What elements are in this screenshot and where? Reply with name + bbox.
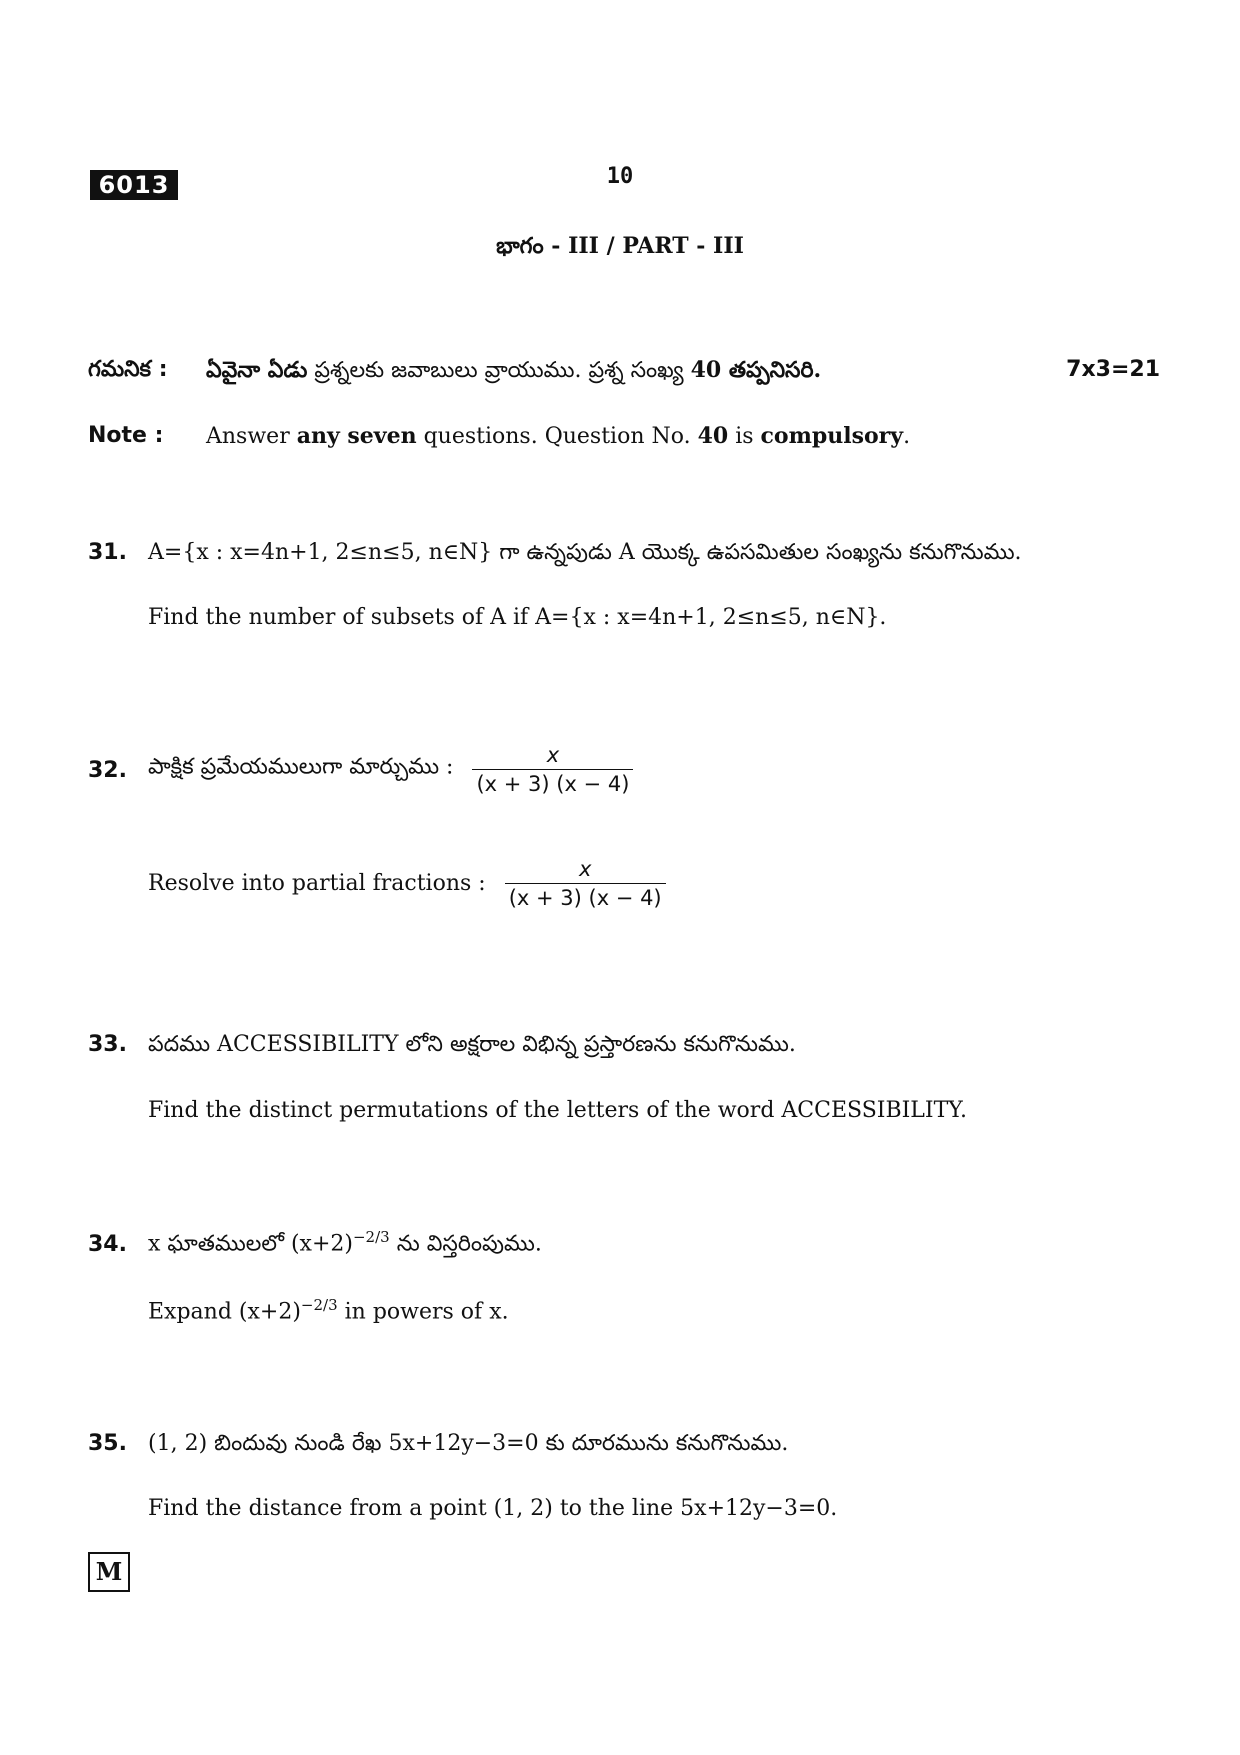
question-34-english — [148, 1296, 509, 1324]
note-telugu-qno: 40 — [690, 357, 722, 383]
question-number-32: 32. — [88, 758, 127, 783]
question-32-telugu: పాక్షిక ప్రమేయములుగా మార్చుము : — [148, 754, 454, 780]
question-34-telugu — [148, 1228, 542, 1261]
question-35-telugu: (1, 2) బిందువు నుండి రేఖ 5x+12y−3=0 కు దూరమును కనుగొనుము. — [148, 1431, 789, 1456]
note-en-text-1: Answer — [206, 424, 297, 449]
fraction-numerator: x — [546, 743, 560, 767]
question-number-34: 34. — [88, 1232, 127, 1257]
q34-english-exponent: −2/3 — [300, 1296, 338, 1314]
question-31-telugu: A={x : x=4n+1, 2≤n≤5, n∈N} గా ఉన్నపుడు A యొక్క ఉపసమితుల సంఖ్యను కనుగొనుము. — [148, 540, 1022, 565]
note-telugu-bold-1: ఏవైనా ఏడు — [206, 357, 308, 383]
question-32-english-line — [148, 857, 666, 910]
note-label-telugu: గమనిక : — [88, 357, 168, 382]
note-text-telugu — [206, 357, 821, 388]
marks-scheme: 7x3=21 — [1066, 357, 1160, 382]
note-text-english — [206, 423, 910, 449]
paper-code-badge: 6013 — [90, 170, 178, 200]
note-en-text-2: questions. Question No. — [416, 424, 698, 449]
note-en-bold-2: 40 — [697, 423, 729, 449]
note-telugu-compulsory: తప్పనిసరి. — [721, 357, 822, 383]
q34-english-post: in powers of x. — [337, 1299, 509, 1325]
question-33-english: Find the distinct permutations of the letters of the word ACCESSIBILITY. — [148, 1098, 967, 1123]
question-31-english: Find the number of subsets of A if A={x : x=4n+1, 2≤n≤5, n∈N}. — [148, 605, 887, 630]
note-en-bold-1: any seven — [296, 423, 417, 449]
fraction-numerator: x — [578, 857, 592, 881]
question-32-telugu-line — [148, 743, 633, 796]
page-number: 10 — [606, 164, 634, 189]
note-en-bold-3: compulsory — [760, 423, 904, 449]
fraction-denominator: (x + 3) (x − 4) — [472, 769, 633, 796]
medium-mark-box: M — [88, 1552, 130, 1592]
question-32-english: Resolve into partial fractions : — [148, 871, 486, 896]
question-number-35: 35. — [88, 1431, 127, 1456]
q34-telugu-post: ను విస్తరింపుము. — [389, 1231, 542, 1257]
question-33-telugu: పదము ACCESSIBILITY లోని అక్షరాల విభిన్న ప్రస్తారణను కనుగొనుము. — [148, 1032, 796, 1057]
question-35-english: Find the distance from a point (1, 2) to the line 5x+12y−3=0. — [148, 1496, 838, 1521]
question-32-fraction-english — [505, 857, 666, 910]
q34-telugu-exponent: −2/3 — [352, 1228, 390, 1246]
note-en-text-3: is — [728, 424, 761, 449]
part-title: భాగం - III / PART - III — [496, 233, 744, 259]
question-32-fraction-telugu — [472, 743, 633, 796]
note-label-english: Note : — [88, 423, 164, 448]
fraction-denominator: (x + 3) (x − 4) — [505, 883, 666, 910]
q34-english-pre: Expand (x+2) — [148, 1299, 301, 1325]
note-telugu-text: ప్రశ్నలకు జవాబులు వ్రాయుము. ప్రశ్న సంఖ్య — [307, 358, 691, 383]
question-number-31: 31. — [88, 540, 127, 565]
question-number-33: 33. — [88, 1032, 127, 1057]
q34-telugu-pre: x ఘాతములలో (x+2) — [148, 1231, 353, 1257]
note-en-text-4: . — [903, 424, 911, 449]
